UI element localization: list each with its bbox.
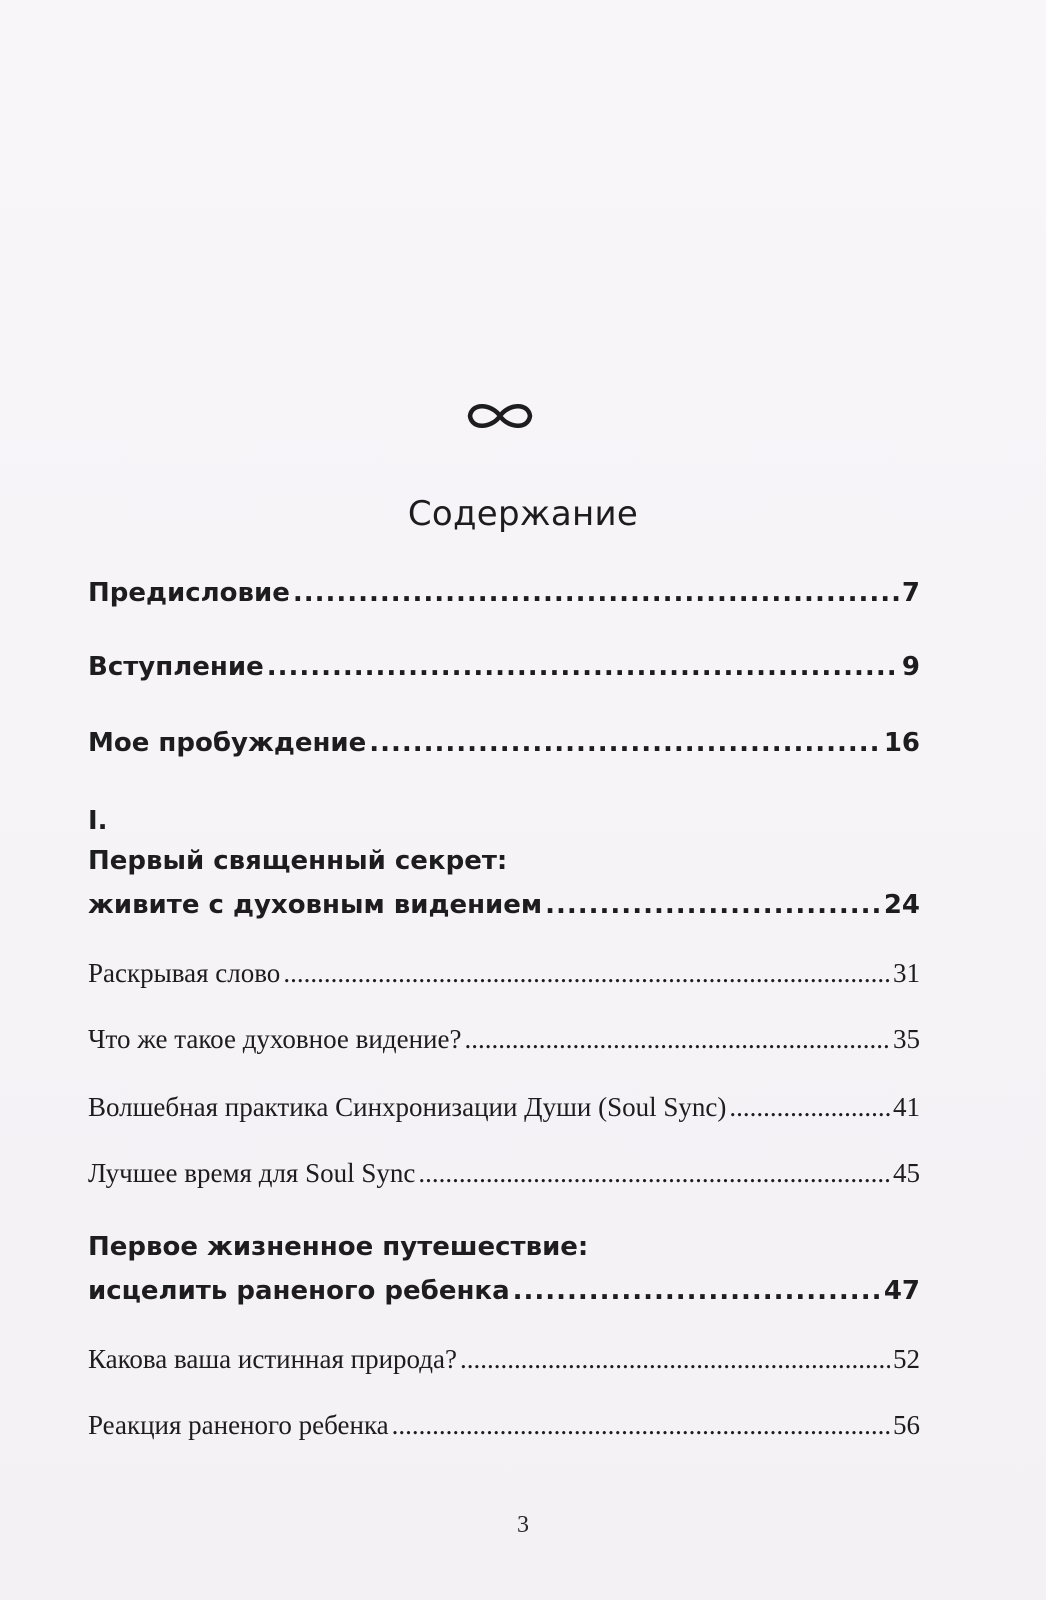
toc-entry-page: 16	[883, 728, 920, 758]
toc-entry-text: Вступление	[88, 652, 264, 682]
infinity-icon	[462, 396, 538, 436]
toc-entry-text: Какова ваша истинная природа?	[88, 1344, 457, 1374]
dot-leader	[392, 1410, 890, 1441]
toc-entry-page: 56	[893, 1410, 920, 1440]
toc-entry-text: Волшебная практика Синхронизации Души (Soul Sync)	[88, 1092, 727, 1122]
journey-heading: Первое жизненное путешествие:	[88, 1232, 589, 1262]
toc-entry-page: 35	[893, 1024, 920, 1054]
toc-entry-page: 41	[893, 1092, 920, 1122]
dot-leader	[545, 890, 881, 920]
toc-entry-awakening[interactable]	[88, 728, 920, 758]
toc-entry-preface[interactable]	[88, 578, 920, 608]
toc-entry-page: 9	[901, 652, 920, 682]
section-numeral: I.	[88, 806, 108, 836]
dot-leader	[283, 958, 890, 989]
toc-title: Содержание	[407, 494, 639, 534]
toc-entry-page: 7	[901, 578, 920, 608]
toc-entry-journey-1[interactable]	[88, 1276, 920, 1306]
dot-leader	[369, 728, 881, 758]
toc-entry-page: 24	[883, 890, 920, 920]
toc-entry-section-1[interactable]	[88, 890, 920, 920]
toc-entry-text: Лучшее время для Soul Sync	[88, 1158, 416, 1188]
toc-entry-text: Предисловие	[88, 578, 290, 608]
dot-leader	[460, 1344, 890, 1375]
toc-entry-page: 45	[893, 1158, 920, 1188]
page-number: 3	[517, 1512, 529, 1538]
toc-subentry[interactable]	[88, 958, 920, 989]
toc-entry-text: исцелить раненого ребенка	[88, 1276, 510, 1306]
toc-subentry[interactable]	[88, 1158, 920, 1189]
toc-entry-text: живите с духовным видением	[88, 890, 543, 920]
dot-leader	[729, 1092, 890, 1123]
toc-entry-text: Реакция раненого ребенка	[88, 1410, 389, 1440]
toc-subentry[interactable]	[88, 1344, 920, 1375]
dot-leader	[464, 1024, 890, 1055]
toc-entry-text: Что же такое духовное видение?	[88, 1024, 462, 1054]
toc-subentry[interactable]	[88, 1410, 920, 1441]
dot-leader	[418, 1158, 890, 1189]
toc-entry-page: 31	[893, 958, 920, 988]
dot-leader	[293, 578, 899, 608]
toc-entry-page: 47	[883, 1276, 920, 1306]
toc-subentry[interactable]	[88, 1092, 920, 1123]
dot-leader	[513, 1276, 881, 1306]
toc-entry-text: Раскрывая слово	[88, 958, 281, 988]
dot-leader	[267, 652, 899, 682]
section-heading: Первый священный секрет:	[88, 846, 508, 876]
toc-entry-text: Мое пробуждение	[88, 728, 367, 758]
toc-subentry[interactable]	[88, 1024, 920, 1055]
toc-entry-page: 52	[893, 1344, 920, 1374]
toc-entry-introduction[interactable]	[88, 652, 920, 682]
